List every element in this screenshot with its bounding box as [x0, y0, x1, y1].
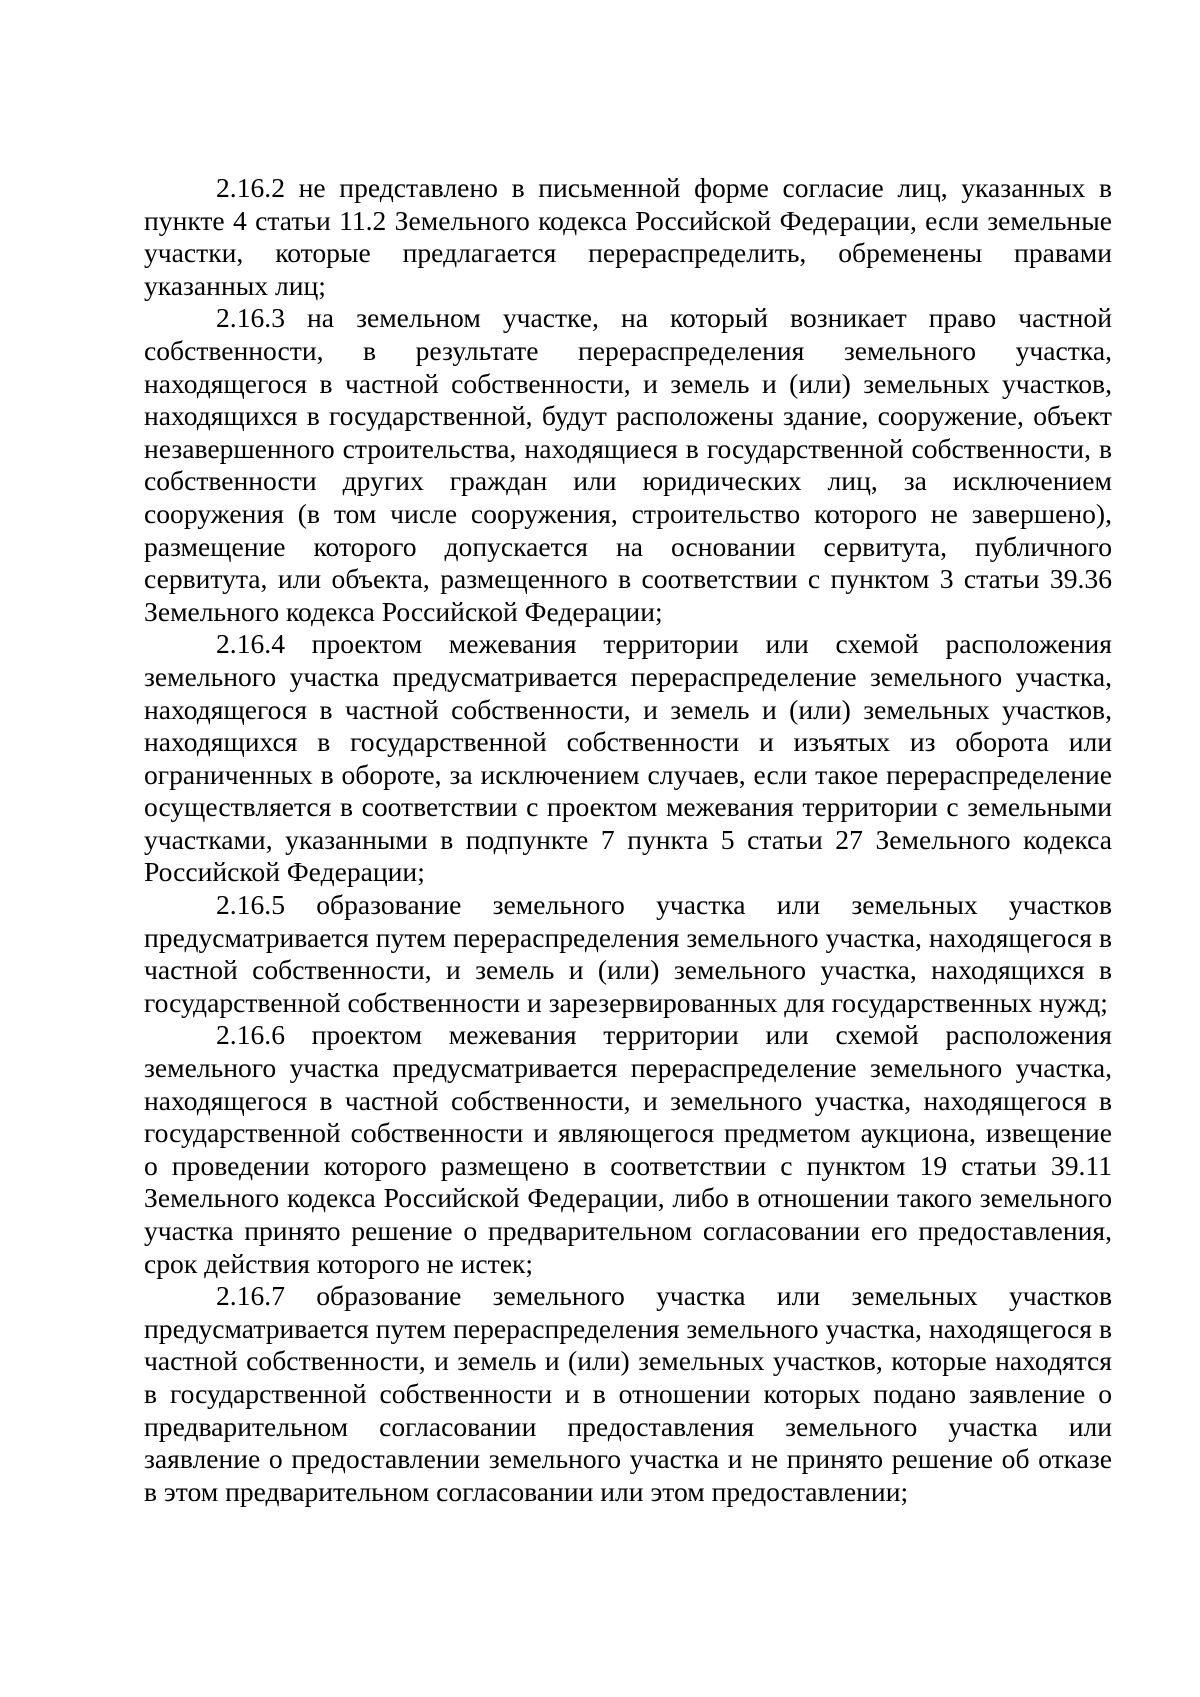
paragraph-2-16-6: 2.16.6 проектом межевания территории или схемой расположения земельного участка предусматривается перераспределение земельного участка, находящегося в частной собственности, и земельного участка, находящегося в государственной собственности и являющегося предметом аукциона, извещение о проведении которого размещено в соответствии с пунктом 19 статьи 39.11 Земельного кодекса Российской Федерации, либо в отношении такого земельного участка принято решение о предварительном согласовании его предоставления, срок действия которого не истек; [144, 1019, 1112, 1279]
paragraph-2-16-5: 2.16.5 образование земельного участка или земельных участков предусматривается путем перераспределения земельного участка, находящегося в частной собственности, и земель и (или) земельного участка, находящихся в государственной собственности и зарезервированных для государственных нужд; [144, 889, 1112, 1018]
paragraph-2-16-2: 2.16.2 не представлено в письменной форме согласие лиц, указанных в пункте 4 статьи 11.2 Земельного кодекса Российской Федерации, если земельные участки, которые предлагается перераспределить, обременены правами указанных лиц; [144, 172, 1112, 301]
paragraph-2-16-7: 2.16.7 образование земельного участка или земельных участков предусматривается путем перераспределения земельного участка, находящегося в частной собственности, и земель и (или) земельных участков, которые находятся в государственной собственности и в отношении которых подано заявление о предварительном согласовании предоставления земельного участка или заявление о предоставлении земельного участка и не принято решение об отказе в этом предварительном согласовании или этом предоставлении; [144, 1280, 1112, 1507]
document-body [144, 172, 1112, 1508]
paragraph-2-16-4: 2.16.4 проектом межевания территории или схемой расположения земельного участка предусматривается перераспределение земельного участка, находящегося в частной собственности, и земель и (или) земельных участков, находящихся в государственной собственности и изъятых из оборота или ограниченных в обороте, за исключением случаев, если такое перераспределение осуществляется в соответствии с проектом межевания территории с земельными участками, указанными в подпункте 7 пункта 5 статьи 27 Земельного кодекса Российской Федерации; [144, 628, 1112, 888]
paragraph-2-16-3: 2.16.3 на земельном участке, на который возникает право частной собственности, в результате перераспределения земельного участка, находящегося в частной собственности, и земель и (или) земельных участков, находящихся в государственной, будут расположены здание, сооружение, объект незавершенного строительства, находящиеся в государственной собственности, в собственности других граждан или юридических лиц, за исключением сооружения (в том числе сооружения, строительство которого не завершено), размещение которого допускается на основании сервитута, публичного сервитута, или объекта, размещенного в соответствии с пунктом 3 статьи 39.36 Земельного кодекса Российской Федерации; [144, 302, 1112, 627]
